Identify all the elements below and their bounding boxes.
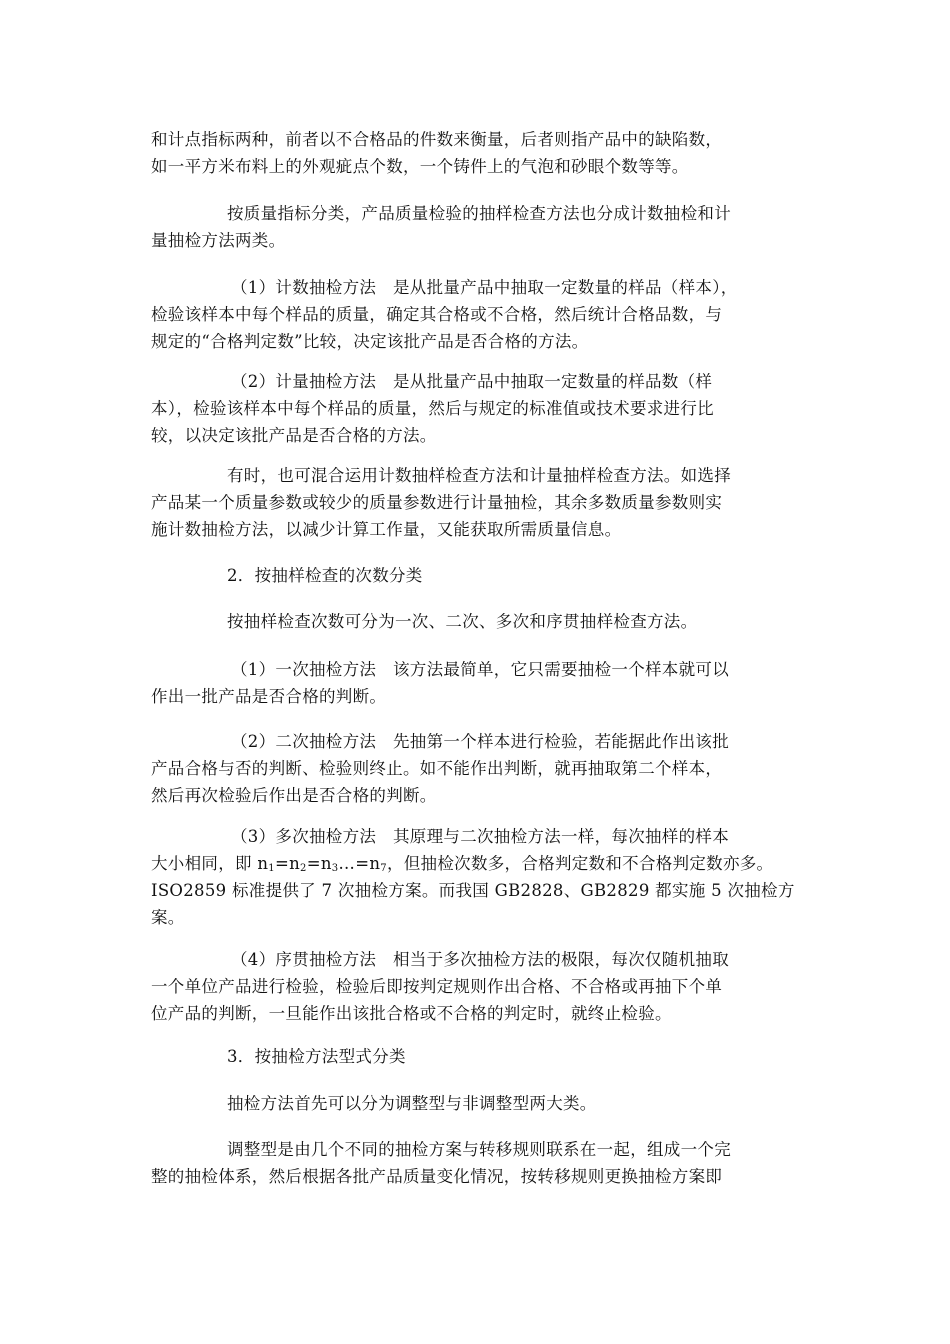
text-line: 规定的“合格判定数”比较，决定该批产品是否合格的方法。	[151, 332, 589, 351]
heading-text: 3．按抽检方法型式分类	[227, 1047, 406, 1066]
text-line: 按质量指标分类，产品质量检验的抽样检查方法也分成计数抽检和计	[227, 204, 731, 223]
paragraph-mixed-methods	[151, 462, 803, 543]
text-fragment: 大小相同，即 n	[151, 854, 269, 873]
text-line: 抽检方法首先可以分为调整型与非调整型两大类。	[227, 1094, 597, 1113]
paragraph-double-sampling	[151, 728, 803, 809]
text-line: 较，以决定该批产品是否合格的方法。	[151, 426, 437, 445]
text-line: 量抽检方法两类。	[151, 231, 286, 250]
text-line: 产品合格与否的判断、检验则终止。如不能作出判断，就再抽取第二个样本，	[151, 759, 723, 778]
text-line: 一个单位产品进行检验，检验后即按判定规则作出合格、不合格或再抽下个单	[151, 977, 723, 996]
text-line: 施计数抽检方法，以减少计算工作量，又能获取所需质量信息。	[151, 520, 622, 539]
text-line: （1）计数抽检方法 是从批量产品中抽取一定数量的样品（样本），	[231, 278, 738, 297]
text-line: （3）多次抽检方法 其原理与二次抽检方法一样，每次抽样的样本	[231, 827, 729, 846]
paragraph-adjustment-types	[151, 1090, 803, 1117]
text-line: （1）一次抽检方法 该方法最简单，它只需要抽检一个样本就可以	[231, 660, 729, 679]
text-line: 按抽样检查次数可分为一次、二次、多次和序贯抽样检查方法。	[227, 612, 698, 631]
paragraph-sampling-times	[151, 608, 803, 635]
section-heading-3	[151, 1043, 803, 1070]
paragraph-quality-classification	[151, 200, 803, 254]
text-fragment: …=n	[338, 854, 381, 873]
subscript: 7	[380, 863, 387, 874]
text-line: 本），检验该样本中每个样品的质量，然后与规定的标准值或技术要求进行比	[151, 399, 714, 418]
text-line: 产品某一个质量参数或较少的质量参数进行计量抽检，其余多数质量参数则实	[151, 493, 723, 512]
subscript: 1	[268, 863, 275, 874]
text-line: 和计点指标两种，前者以不合格品的件数来衡量，后者则指产品中的缺陷数，	[151, 130, 723, 149]
section-heading-2	[151, 562, 803, 589]
text-line: 检验该样本中每个样品的质量，确定其合格或不合格，然后统计合格品数，与	[151, 305, 723, 324]
text-line: （2）计量抽检方法 是从批量产品中抽取一定数量的样品数（样	[231, 372, 713, 391]
text-line: （4）序贯抽检方法 相当于多次抽检方法的极限，每次仅随机抽取	[231, 950, 729, 969]
text-line: 如一平方米布料上的外观疵点个数，一个铸件上的气泡和砂眼个数等等。	[151, 157, 689, 176]
paragraph-multiple-sampling	[151, 823, 803, 931]
text-line: 调整型是由几个不同的抽检方案与转移规则联系在一起，组成一个完	[227, 1140, 731, 1159]
subscript: 3	[331, 863, 339, 874]
text-line: 有时，也可混合运用计数抽样检查方法和计量抽样检查方法。如选择	[227, 466, 731, 485]
paragraph-measure-sampling-method	[151, 368, 803, 449]
paragraph-single-sampling	[151, 656, 803, 710]
text-line: 位产品的判断，一旦能作出该批合格或不合格的判定时，就终止检验。	[151, 1004, 672, 1023]
text-line: ISO2859 标准提供了 7 次抽检方案。而我国 GB2828、GB2829 都实施 5 次抽检方	[151, 881, 795, 900]
paragraph-sequential-sampling	[151, 946, 803, 1027]
text-fragment: ，但抽检次数多，合格判定数和不合格判定数亦多。	[386, 854, 774, 873]
text-line: 作出一批产品是否合格的判断。	[151, 687, 387, 706]
text-line: 然后再次检验后作出是否合格的判断。	[151, 786, 437, 805]
text-line: 案。	[151, 908, 185, 927]
paragraph-adjustment-type-definition	[151, 1136, 803, 1190]
text-fragment: =n	[274, 854, 301, 873]
text-line: （2）二次抽检方法 先抽第一个样本进行检验，若能据此作出该批	[231, 732, 729, 751]
text-fragment: =n	[306, 854, 332, 873]
paragraph-count-sampling-method	[151, 274, 803, 355]
text-line-with-subscripts	[151, 850, 803, 877]
text-line: 整的抽检体系，然后根据各批产品质量变化情况，按转移规则更换抽检方案即	[151, 1167, 723, 1186]
paragraph-count-indicators	[151, 126, 803, 180]
subscript: 2	[300, 863, 307, 874]
heading-text: 2．按抽样检查的次数分类	[227, 566, 423, 585]
